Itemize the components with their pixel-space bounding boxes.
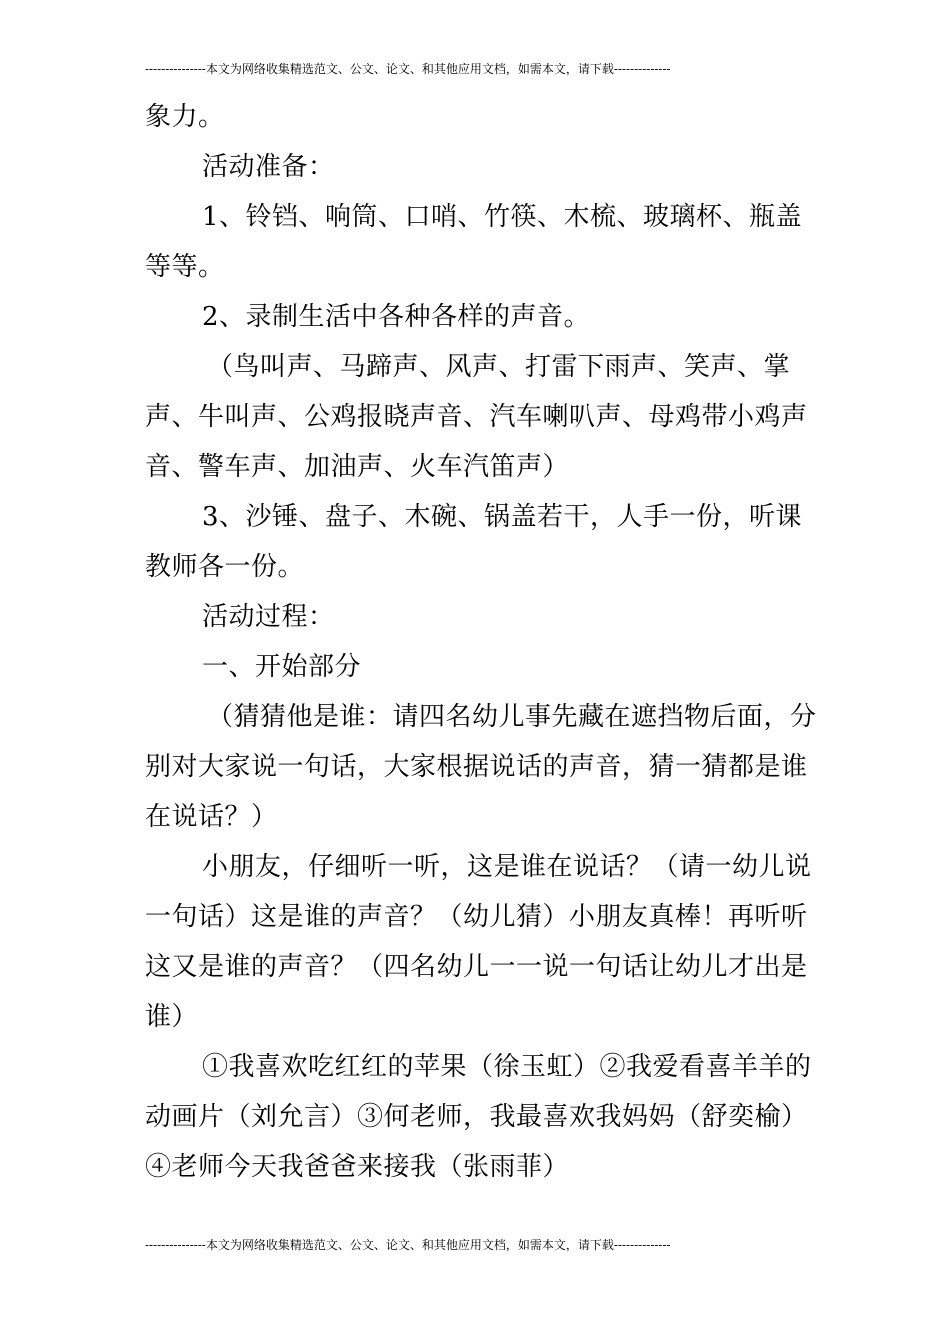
paragraph: （猜猜他是谁：请四名幼儿事先藏在遮挡物后面，分别对大家说一句话，大家根据说话的声音，猜一猜都是谁在说话？） [145,702,817,832]
paragraph: ①我喜欢吃红红的苹果（徐玉虹）②我爱看喜羊羊的动画片（刘允言）③何老师，我最喜欢我妈妈（舒奕榆）④老师今天我爸爸来接我（张雨菲） [145,1052,812,1182]
paragraph: 2、录制生活中各种各样的声音。 [202,302,591,332]
paragraph: 小朋友，仔细听一听，这是谁在说话？（请一幼儿说一句话）这是谁的声音？（幼儿猜）小朋友真棒！再听听这又是谁的声音？（四名幼儿一一说一句话让幼儿才出是谁） [145,852,812,1032]
paragraph: 3、沙锤、盘子、木碗、锅盖若干，人手一份，听课教师各一份。 [145,502,803,582]
section-heading-start: 一、开始部分 [202,652,362,682]
paragraph: 1、铃铛、响筒、口哨、竹筷、木梳、玻璃杯、瓶盖等等。 [145,202,803,282]
section-heading-process: 活动过程： [202,602,335,632]
page-header: ---------------本文为网络收集精选范文、公文、论文、和其他应用文档，如需本文，请下载-------------- [145,62,671,76]
paragraph: （鸟叫声、马蹄声、风声、打雷下雨声、笑声、掌声、牛叫声、公鸡报晓声音、汽车喇叭声、母鸡带小鸡声音、警车声、加油声、火车汽笛声） [145,352,808,482]
section-heading-preparation: 活动准备： [202,152,335,182]
document-body [145,92,825,1192]
page-footer: ---------------本文为网络收集精选范文、公文、论文、和其他应用文档，如需本文，请下载-------------- [145,1238,671,1252]
paragraph: 象力。 [145,102,225,132]
